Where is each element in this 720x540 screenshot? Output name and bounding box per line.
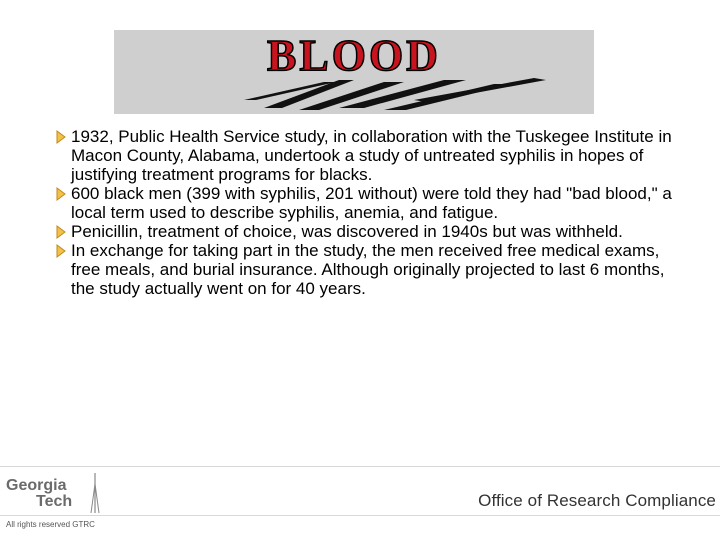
footer-divider [0, 466, 720, 467]
logo-line-georgia: Georgia [6, 477, 67, 494]
footer-bottom-divider [0, 515, 720, 516]
bullet-item [58, 241, 688, 298]
triangle-arrow-icon [56, 130, 66, 144]
copyright-text: All rights reserved GTRC [6, 520, 95, 529]
bullet-text: In exchange for taking part in the study, the men received free medical exams, free meals, and burial insurance. Although originally projected to last 6 months, the study actually went on for 40 years. [71, 241, 665, 298]
bullet-text: 1932, Public Health Service study, in collaboration with the Tuskegee Institute in Macon County, Alabama, undertook a study of untreated syphilis in hopes of justifying treatment programs for blacks. [71, 127, 672, 184]
triangle-arrow-icon [56, 244, 66, 258]
banner-title: BLOOD [267, 31, 441, 80]
bullet-text: Penicillin, treatment of choice, was discovered in 1940s but was withheld. [71, 222, 623, 241]
triangle-arrow-icon [56, 225, 66, 239]
triangle-arrow-icon [56, 187, 66, 201]
bullet-text: 600 black men (399 with syphilis, 201 without) were told they had "bad blood," a local term used to describe syphilis, anemia, and fatigue. [71, 184, 672, 222]
bullet-item [58, 222, 688, 241]
georgia-tech-logo [4, 472, 114, 516]
bullet-item [58, 127, 688, 184]
bullet-list [58, 127, 688, 298]
blood-banner-image [114, 30, 594, 114]
bullet-item [58, 184, 688, 222]
tower-icon [88, 472, 102, 514]
blood-logo-graphic [114, 30, 594, 114]
office-name: Office of Research Compliance [478, 491, 716, 510]
logo-line-tech: Tech [36, 493, 73, 510]
